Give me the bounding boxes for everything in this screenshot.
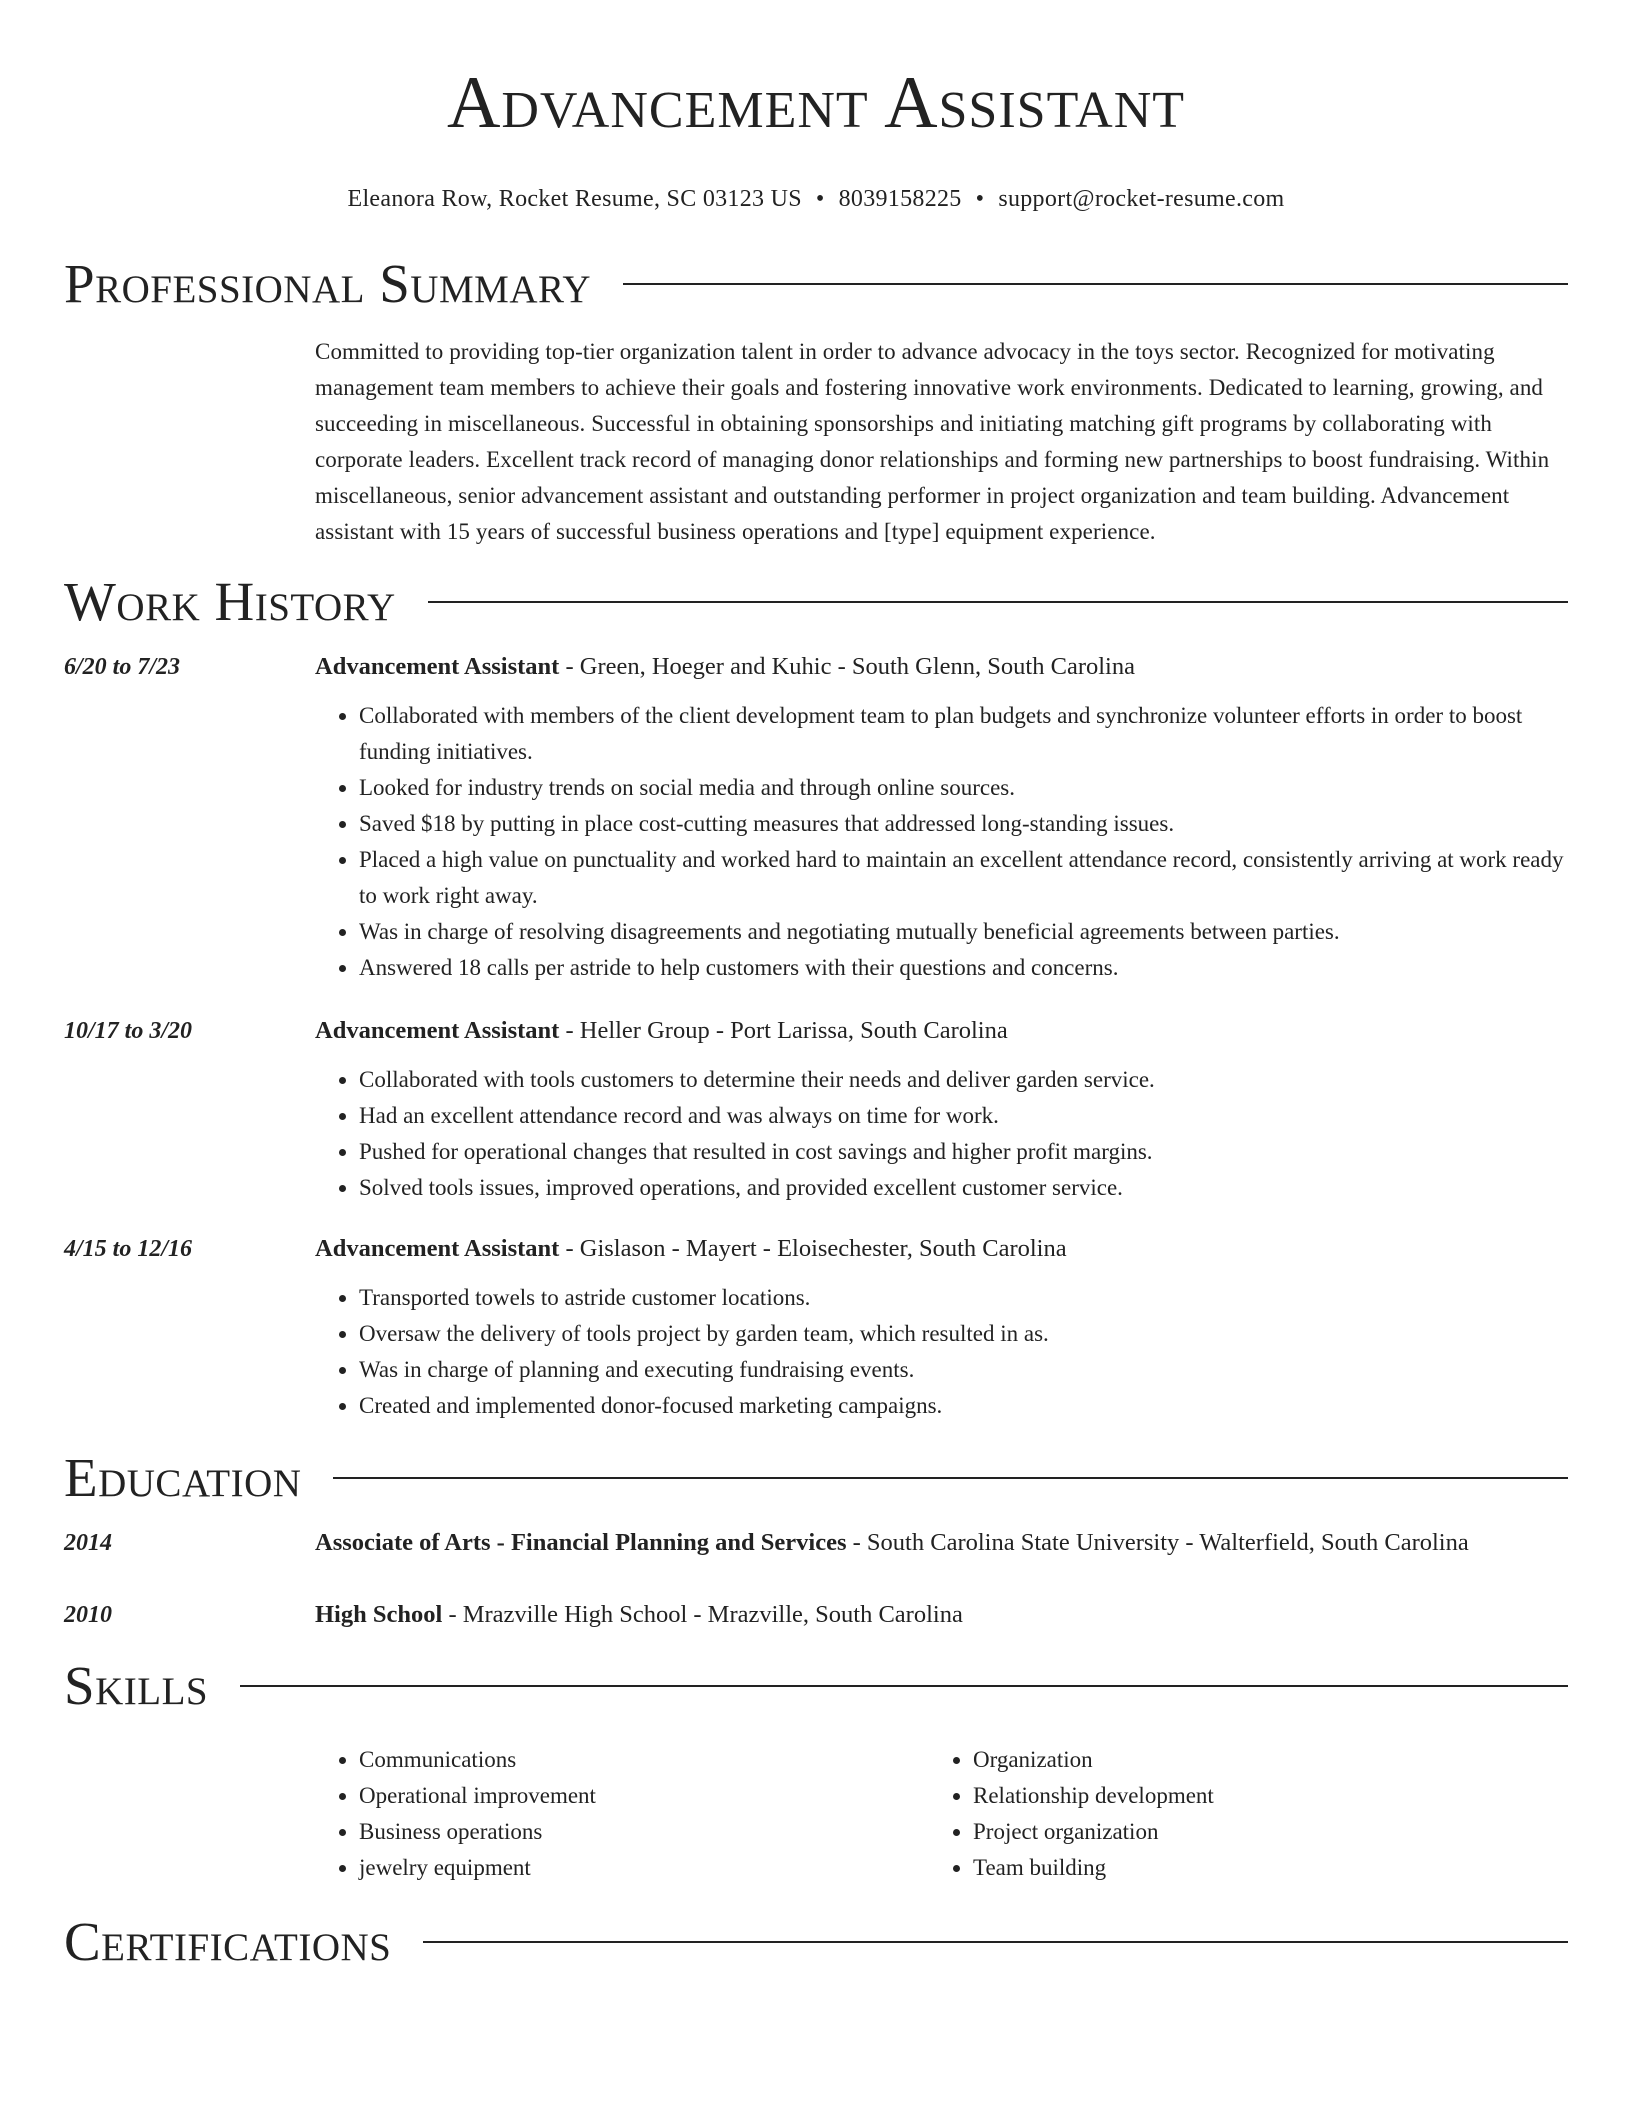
work-dates: 4/15 to 12/16: [64, 1236, 193, 1262]
resume-name-title: Advancement Assistant: [446, 62, 1186, 144]
section-title-education: Education: [64, 1447, 302, 1508]
work-bullet: • Pushed for operational changes that resulted in cost savings and higher profit margins.: [359, 1134, 1568, 1170]
section-divider: [428, 601, 1568, 603]
work-entry-body: [315, 1012, 1568, 1206]
work-bullet: • Collaborated with tools customers to determine their needs and deliver garden service.: [359, 1062, 1568, 1098]
section-header-skills: [64, 1654, 1568, 1718]
skill-item: • Team building: [973, 1850, 1543, 1886]
job-details: - Green, Hoeger and Kuhic - South Glenn, South Carolina: [559, 653, 1135, 680]
education-year: 2014: [64, 1530, 112, 1556]
section-divider: [623, 283, 1568, 285]
work-entry-body: [315, 648, 1568, 986]
work-bullets: [315, 1280, 1568, 1424]
contact-separator: •: [815, 186, 825, 212]
work-dates: 10/17 to 3/20: [64, 1018, 193, 1044]
work-bullets: [315, 698, 1568, 986]
school-details: - Mrazville High School - Mrazville, South Carolina: [442, 1601, 963, 1628]
work-bullet: • Created and implemented donor-focused marketing campaigns.: [359, 1388, 1568, 1424]
section-title-summary: Professional Summary: [64, 253, 592, 314]
skills-columns: [315, 1742, 1568, 1886]
skill-item: • Operational improvement: [359, 1778, 929, 1814]
skill-item: • Organization: [973, 1742, 1543, 1778]
section-header-summary: [64, 252, 1568, 316]
job-title: Advancement Assistant: [315, 1235, 560, 1262]
section-title-certifications: Certifications: [64, 1911, 392, 1972]
work-title-line: [315, 1012, 1568, 1050]
education-entry-body: [315, 1524, 1568, 1562]
section-divider: [333, 1477, 1568, 1479]
work-bullet: • Collaborated with members of the client development team to plan budgets and synchronize volunteer efforts in order to boost funding initiatives.: [359, 698, 1568, 770]
skills-list-left: [315, 1742, 929, 1886]
education-year: 2010: [64, 1602, 112, 1628]
contact-phone: 8039158225: [838, 186, 962, 212]
contact-line: [64, 184, 1568, 214]
section-header-certifications: [64, 1910, 1568, 1974]
job-title: Advancement Assistant: [315, 1017, 560, 1044]
skill-item: • Relationship development: [973, 1778, 1543, 1814]
work-title-line: [315, 1230, 1568, 1268]
job-details: - Heller Group - Port Larissa, South Carolina: [559, 1017, 1008, 1044]
job-details: - Gislason - Mayert - Eloisechester, South Carolina: [559, 1235, 1067, 1262]
work-bullet: • Placed a high value on punctuality and worked hard to maintain an excellent attendance record, consistently arriving at work ready to work right away.: [359, 842, 1568, 914]
work-bullet: • Looked for industry trends on social media and through online sources.: [359, 770, 1568, 806]
contact-email: support@rocket-resume.com: [998, 186, 1285, 212]
resume-page: [64, 0, 1568, 1974]
work-entry: [64, 1230, 1568, 1424]
skill-item: • Business operations: [359, 1814, 929, 1850]
work-bullet: • Answered 18 calls per astride to help customers with their questions and concerns.: [359, 950, 1568, 986]
work-bullet: • Saved $18 by putting in place cost-cutting measures that addressed long-standing issues.: [359, 806, 1568, 842]
work-bullet: • Had an excellent attendance record and was always on time for work.: [359, 1098, 1568, 1134]
degree-title: Associate of Arts - Financial Planning and Services: [315, 1529, 847, 1556]
education-line: [315, 1596, 1568, 1634]
work-bullets: [315, 1062, 1568, 1206]
job-title: Advancement Assistant: [315, 653, 560, 680]
degree-title: High School: [315, 1601, 443, 1628]
work-entry: [64, 1012, 1568, 1206]
work-bullet: • Solved tools issues, improved operations, and provided excellent customer service.: [359, 1170, 1568, 1206]
section-divider: [423, 1941, 1568, 1943]
work-entry: [64, 648, 1568, 986]
education-entry: [64, 1596, 1568, 1634]
contact-address: Eleanora Row, Rocket Resume, SC 03123 US: [347, 186, 802, 212]
work-bullet: • Was in charge of resolving disagreements and negotiating mutually beneficial agreements between parties.: [359, 914, 1568, 950]
work-bullet: • Was in charge of planning and executing fundraising events.: [359, 1352, 1568, 1388]
skill-item: • Communications: [359, 1742, 929, 1778]
school-details: - South Carolina State University - Walterfield, South Carolina: [846, 1529, 1469, 1556]
section-title-work: Work History: [64, 571, 396, 632]
work-title-line: [315, 648, 1568, 686]
work-dates: 6/20 to 7/23: [64, 654, 181, 680]
education-line: [315, 1524, 1568, 1562]
skill-item: • Project organization: [973, 1814, 1543, 1850]
education-entry-body: [315, 1596, 1568, 1634]
section-header-work: [64, 570, 1568, 634]
education-entry: [64, 1524, 1568, 1562]
section-divider: [240, 1685, 1568, 1687]
section-header-education: [64, 1446, 1568, 1510]
section-title-skills: Skills: [64, 1655, 209, 1716]
skill-item: • jewelry equipment: [359, 1850, 929, 1886]
contact-separator: •: [975, 186, 985, 212]
work-bullet: • Transported towels to astride customer locations.: [359, 1280, 1568, 1316]
summary-text: Committed to providing top-tier organization talent in order to advance advocacy in the toys sector. Recognized for motivating management team members to achieve their goals and fostering innovative work environments. Dedicated to learning, growing, and succeeding in miscellaneous. Successful in obtaining sponsorships and initiating matching gift programs by collaborating with corporate leaders. Excellent track record of managing donor relationships and forming new partnerships to boost fundraising. Within miscellaneous, senior advancement assistant and outstanding performer in project organization and team building. Advancement assistant with 15 years of successful business operations and [type] equipment experience.: [315, 339, 1550, 544]
work-bullet: • Oversaw the delivery of tools project by garden team, which resulted in as.: [359, 1316, 1568, 1352]
skills-list-right: [929, 1742, 1543, 1886]
work-entry-body: [315, 1230, 1568, 1424]
